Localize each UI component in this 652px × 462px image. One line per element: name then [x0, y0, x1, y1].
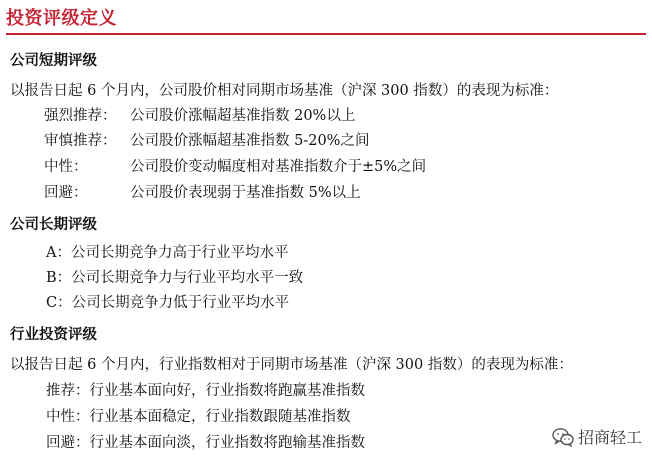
- long-term-heading: 公司长期评级: [10, 217, 97, 233]
- wechat-icon: [552, 427, 574, 447]
- industry-heading: 行业投资评级: [10, 327, 97, 343]
- short-term-heading: 公司短期评级: [10, 53, 97, 69]
- rating-label: A：: [46, 245, 71, 261]
- short-term-item: [44, 183, 361, 203]
- long-term-item: [46, 293, 289, 313]
- short-term-item: [44, 106, 355, 126]
- rating-description: 公司长期竞争力低于行业平均水平: [71, 295, 290, 311]
- rating-description: 行业基本面向淡，行业指数将跑输基准指数: [89, 435, 365, 451]
- rating-description: 公司股价涨幅超基准指数 5-20%之间: [130, 133, 370, 149]
- rating-label: 中性：: [46, 409, 90, 425]
- long-term-item: [46, 243, 288, 263]
- watermark-text: 招商轻工: [577, 428, 642, 447]
- rating-label: 中性：: [44, 159, 88, 175]
- rating-label: 回避：: [44, 185, 88, 201]
- industry-item: [46, 433, 365, 453]
- rating-label: 推荐：: [46, 383, 90, 399]
- rating-description: 公司股价变动幅度相对基准指数介于±5%之间: [130, 159, 427, 175]
- title-divider: [6, 33, 646, 35]
- short-term-intro: 以报告日起 6 个月内，公司股价相对同期市场基准（沪深 300 指数）的表现为标准：: [10, 83, 559, 99]
- rating-label: 强烈推荐：: [44, 108, 117, 124]
- rating-description: 公司股价表现弱于基准指数 5%以上: [130, 185, 361, 201]
- rating-description: 公司长期竞争力与行业平均水平一致: [71, 270, 304, 286]
- industry-item: [46, 381, 365, 401]
- rating-label: 回避：: [46, 435, 90, 451]
- rating-description: 行业基本面稳定，行业指数跟随基准指数: [89, 409, 351, 425]
- rating-label: B：: [46, 270, 72, 286]
- short-term-item: [44, 157, 426, 177]
- long-term-item: [46, 268, 303, 288]
- rating-description: 公司股价涨幅超基准指数 20%以上: [130, 108, 356, 124]
- industry-item: [46, 407, 351, 427]
- title-block: [6, 8, 646, 35]
- short-term-item: [44, 131, 369, 151]
- watermark: [552, 425, 642, 448]
- page-title: 投资评级定义: [6, 8, 117, 29]
- rating-description: 行业基本面向好，行业指数将跑赢基准指数: [89, 383, 365, 399]
- rating-label: 审慎推荐：: [44, 133, 117, 149]
- rating-description: 公司长期竞争力高于行业平均水平: [70, 245, 289, 261]
- industry-intro: 以报告日起 6 个月内，行业指数相对于同期市场基准（沪深 300 指数）的表现为标准：: [10, 357, 573, 373]
- rating-label: C：: [46, 295, 72, 311]
